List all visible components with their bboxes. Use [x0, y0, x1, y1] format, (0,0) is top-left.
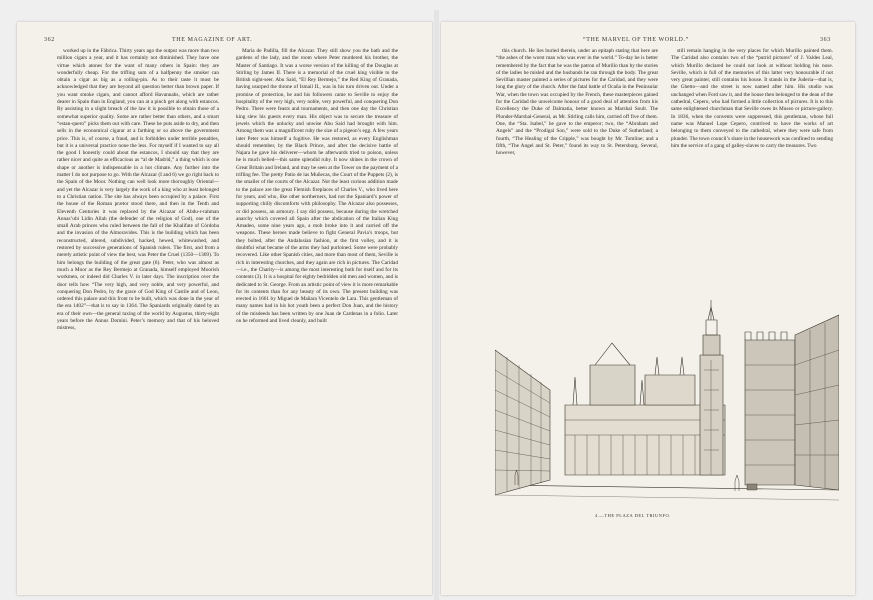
right-running-head: “THE MARVEL OF THE WORLD.”: [583, 37, 689, 43]
right-column-1: [496, 48, 658, 298]
illustration-caption: 4.—THE PLAZA DEL TRIUNFO.: [595, 513, 671, 518]
right-column-1-text: this church. He lies buried therein, under an epitaph stating that here are “the ashes of the worst man who was ever in the world.” To-day he is better remembered by the fact that he was the patron of Murillo than by the stories of the ladies he misled and the husbands he ran through the body. The great Sevillian master painted a series of pictures for the Caridad, and they were long the glory of the church. After the fatal battle of Ocaña in the Peninsular War, when the town was occupied by the French, these masterpieces gained for the Caridad the unwelcome honour of a good deal of attention from his Excellency the Duke of Dalmatia, better known as Marshal Soult. The Plunder-Marshal-General, as Mr. Stirling calls him, carried off five of them. One, the “Sta. Isabel,” he gave to the emperor; two, the “Abraham and Angels” and the “Prodigal Son,” were sold to the Duke of Sutherland; a fourth, “The Healing of the Cripple,” was bought by Mr. Tomline; and a fifth, “The Angel and St. Peter,” found its way to St. Petersburg. Several, however,: [496, 48, 658, 157]
left-column-1-text: worked up in the Fábrica. Thirty years ago the output was more than two million cigars a year, and it has certainly not diminished. They have one virtue which atones for the want of many others in Spain: they are wonderfully cheap. For the trifling sum of a halfpenny the smoker can obtain a cigar as big as a rolling-pin. As to their taste it must be acknowledged that they are beyond all question better than brown paper. If you want smoke cigars, and cannot afford Havannahs, which are rather dearer in Spain than in England, you can at a pinch get along with estancos. By assisting in a slight breach of the law it is possible to obtain those of a somewhat superior quality. Some are rather better than others, and a smart “estan-quero” picks them out with care. These he puts aside to dry, and then sells in the economical cigarar at a farthing or so above the government price. This is, of course, a fraud, and is forbidden under terrible penalties, but it is a universal practice none the less. For myself if I wanted to say all the good I honestly could about the estancos, I should say that they are rather nicer and quite as efficacious as “al de Madrid,” a thing which is one shape or another is indispensable in a hot climate. Any further into the matter I do not purpose to go. With the Alcazar (I and 6) we go right back to the Spain of the Moor. Nothing can well look more thoroughly Oriental—and yet the Alcazar is very largely the work of a king who at least belonged to a Christian nation. The site has always been occupied by a palace. First the house of the Roman prætor stood there, and then in the Tenth and Eleventh Centuries it was replaced by the Alcazar of Abdu-r-rahman Annas’ubi Lidin Allah (the defender of the religion of God), one of the small Arab princes who ruled between the fall of the Khalifate of Córdoba and the invasion of the Almoravides. This is the building which has been reconstructed, altered, subdivided, hacked, hewed, whitewashed, and restored by successive generations of Spanish rulers. The first, and from a merely artistic point of view the best, was Peter the Cruel (1350—1369). To him belongs the building of the great gate (6). Peter, who was almost as much a Moor as the Rey Bermejo at Granada, himself employed Moorish workmen, or indeed did Charles V. in later days. The inscription over the door tells how “The very high, and very noble, and very powerful, and conquering Don Pedro, by the grace of God King of Castile and of Leon, ordered this palace and this front to be built, which was done in the year of the era 1402”—that is to say in 1364. The Spaniards originally dated by an era of their own—the general taxing of the world by Augustus, thirty-eight years before the Annus Domini. Peter’s memory and that of his beloved mistress,: [57, 48, 219, 332]
left-page-number: 362: [44, 37, 55, 43]
book-gutter: [434, 10, 439, 600]
right-page-number: 363: [820, 37, 831, 43]
left-running-head: THE MAGAZINE OF ART.: [172, 37, 253, 43]
left-column-2-text: Maria de Padilla, fill the Alcazar. They still show you the bath and the gardens of the lady, and the room where Peter murdered his brother, the Master of Santiago. It was a worse version of the killing of the Douglas at Stirling by James II. There is a memorial of the cruel king visible to the British sight-seer. Abu Said, “El Rey Bermejo,” the Red King of Granada, having usurped the throne of Ismail II., was in his turn driven out. Under a promise of protection, he and his followers came to Seville to enjoy the hospitality of the very high, very noble, very powerful, and conquering Don Pedro. There were feasts and tournaments, and then one day the Christian king slew his guests every man. His object was to secure the treasure of jewels which the unlucky and unwise Abu Said had brought with him. Among them was a magnificent ruby the size of a pigeon’s egg. A few years later Peter was himself a fugitive. He was restored, as every Englishman should remember, by the Black Prince, and after the decisive battle of Najara he gave his deliverer—whom he afterwards tried to poison, unless he is much belied—this same splendid ruby. It now shines in the crown of Great Britain and Ireland, and may be seen at the Tower on the payment of a trifling fee. The pretty Patio de las Muñecas, the Court of the Puppets (2), is the smaller of the courts of the Alcazar. Not the least curious addition made to the palace are the great Flemish fireplaces of Charles V., who lived here for years, and who, like other northerners, had not the Spaniard’s power of supporting chilly discomforts with philosophy. The Alcazar also possesses, or did possess, an armoury. I say did possess, because during the wretched anarchy which covered all Spain after the abdication of the Italian King Amadeo, some nine years ago, a mob broke into it and carried off the weapons. These heroes made believe to fight General Pavia’s troops, but they bolted, after the Andalusian fashion, at the first volley, and it is doubtful what became of the arms they had purloined. Some were probably recovered. Like other Spanish cities, and more than most of them, Seville is rich in interesting churches, and they again are rich in pictures. The Caridad—i.e., the Charity—is among the most interesting both for itself and for its contents (3). It is a hospital for eighty bedridden old men and women, and is dedicated to St. George. From an artistic point of view it is more remarkable for its contents than for any beauty of its own. The present building was erected in 1661 by Miguel de Mañara Vicentelo de Lara. This gentleman of many names had in his hot youth been a perfect Don Juan, and the history of the misdeeds has been written by one Juan de Cardenas in a folio. Later on he reformed and lived cleanly, and built: [236, 48, 398, 324]
right-column-2: [671, 48, 833, 298]
plaza-del-triunfo-illustration: [495, 295, 839, 510]
left-column-2: [236, 48, 398, 558]
left-column-1: [57, 48, 219, 558]
right-column-2-text: still remain hanging in the very places for which Murillo painted them. The Caridad also contains two of the “putrid pictures” of J. Valdes Leal, which Murillo declared he could not look at without holding his nose. Seville, which is full of the memories of this latter very honourable if not very great painter, still contains his house. It stands in the Juderia—that is, the Ghetto—and the street is now named after him. His studio was unchanged when Ford saw it, and the house then belonged to the dean of the cathedral, Cepero, who had formed a little collection of pictures. It is to this same enlightened churchman that Seville owes its Museo or picture-gallery. In 1836, when the convents were suppressed, this gentleman, whose full name was Manuel Lope Cepero, contrived to have the works of art belonging to them conveyed to the cathedral, where they were safe from plunder. The town council’s share in the housework was confined to sending him the service of a gang of galley-slaves to carry the treasures. Two: [671, 48, 833, 149]
